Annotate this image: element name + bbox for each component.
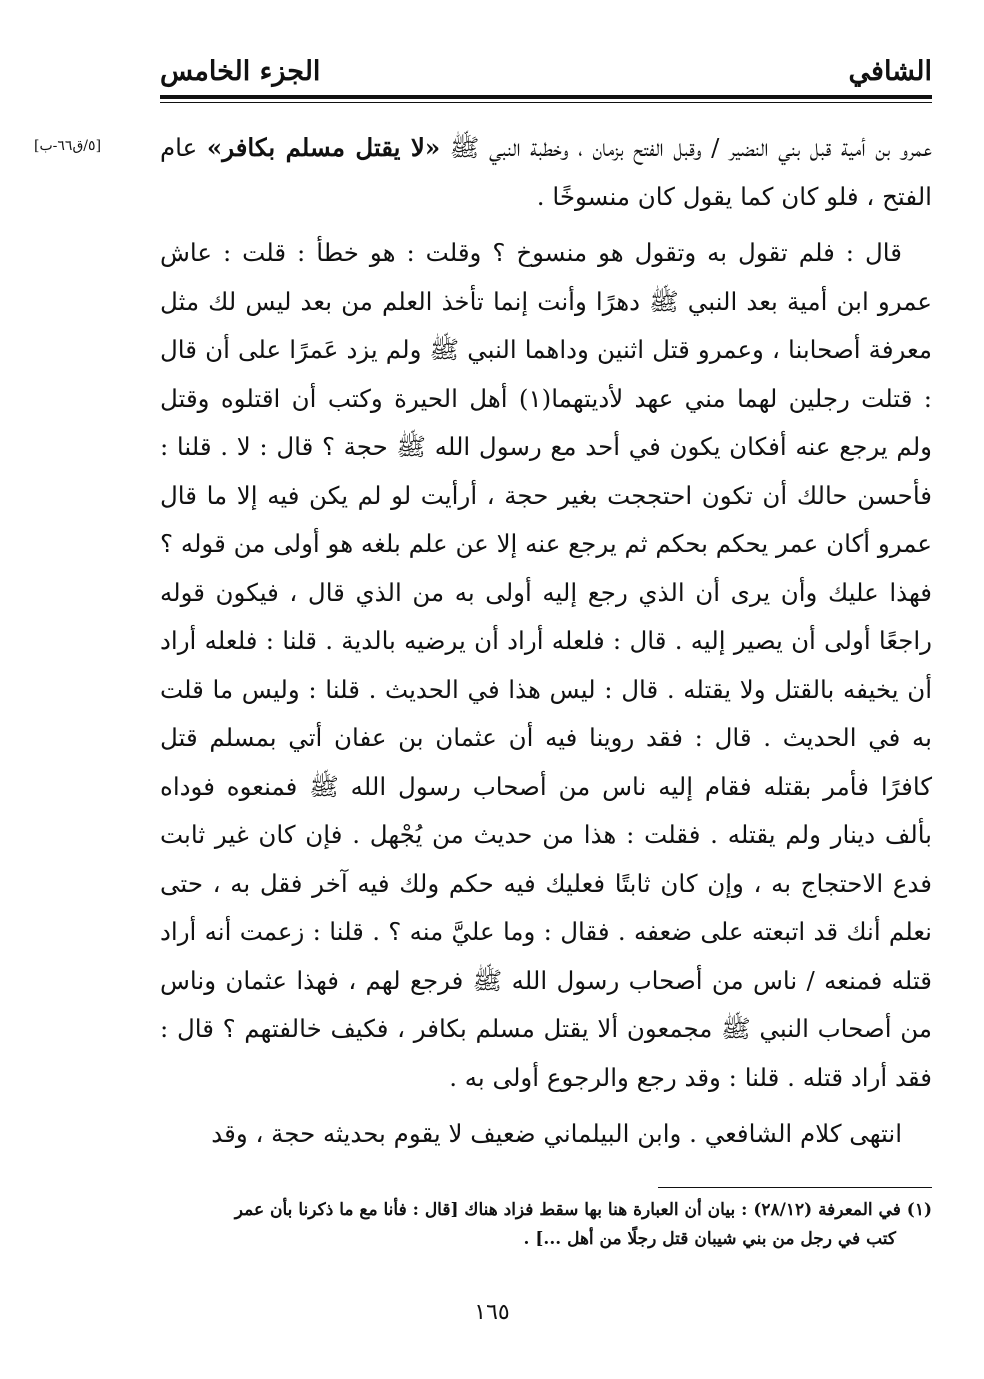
- header-rule-thick: [160, 95, 932, 99]
- book-title: الشافي: [848, 56, 932, 87]
- footnote-line-2: كتب في رجل من بني شيبان قتل رجلًا من أهل ...] .: [523, 1229, 896, 1249]
- paragraph-1: [160, 124, 932, 221]
- manuscript-folio-note: [٥/ق٦٦-ب]: [34, 138, 102, 154]
- paragraph-1-part-a: عمرو بن أمية قبل بني النضير / وقبل الفتح بزمان ، وخطبة النبي ﷺ: [440, 133, 932, 162]
- paragraph-3: انتهى كلام الشافعي . وابن البيلماني ضعيف لا يقوم بحديثه حجة ، وقد: [211, 1119, 902, 1148]
- running-header: [160, 52, 932, 88]
- part-title: الجزء الخامس: [160, 56, 321, 87]
- header-rule-thin: [160, 102, 932, 103]
- footnote-line-1: (١) في المعرفة (٢٨/١٢) : بيان أن العبارة هنا بها سقط فزاد هناك [قال : فأنا مع ما ذكرنا بأن عمر: [234, 1200, 932, 1220]
- hadith-quote: «لا يقتل مسلم بكافر»: [206, 133, 441, 162]
- main-text: [160, 124, 932, 1159]
- page-number: ١٦٥: [474, 1300, 510, 1325]
- paragraph-1-part-b: عام الفتح ، فلو كان كما يقول كان منسوخًا .: [160, 133, 932, 211]
- paragraph-2: قال : فلم تقول به وتقول هو منسوخ ؟ وقلت : هو خطأ : قلت : عاش عمرو ابن أمية بعد النبي ﷺ دهرًا وأنت إنما تأخذ العلم من بعد ليس لك مثل معرفة أصحابنا ، وعمرو قتل اثنين وداهما النبي ﷺ ولم يزد عَمرًا على أن قال : قتلت رجلين لهما مني عهد لأديتهما(١) أهل الحيرة وكتب أن اقتلوه وقتل ولم يرجع عنه أفكان يكون في أحد مع رسول الله ﷺ حجة ؟ قال : لا . قلنا : فأحسن حالك أن تكون احتججت بغير حجة ، أرأيت لو لم يكن فيه إلا ما قال عمرو أكان عمر يحكم بحكم ثم يرجع عنه إلا عن علم بلغه هو أولى من قوله ؟ فهذا عليك وأن يرى أن الذي رجع إليه أولى به من الذي قال ، فيكون قوله راجعًا أولى أن يصير إليه . قال : فلعله أراد أن يرضيه بالدية . قلنا : فلعله أراد أن يخيفه بالقتل ولا يقتله . قال : ليس هذا في الحديث . قلنا : وليس ما قلت به في الحديث . قال : فقد روينا فيه أن عثمان بن عفان أتي بمسلم قتل كافرًا فأمر بقتله فقام إليه ناس من أصحاب رسول الله ﷺ فمنعوه فوداه بألف دينار ولم يقتله . فقلت : هذا من حديث من يُجْهل . فإن كان غير ثابت فدع الاحتجاج به ، وإن كان ثابتًا فعليك فيه حكم ولك فيه آخر فقل به ، حتى نعلم أنك قد اتبعته على ضعفه . فقال : وما عليَّ منه ؟ . قلنا : زعمت أنه أراد قتله فمنعه / ناس من أصحاب رسول الله ﷺ فرجع لهم ، فهذا عثمان وناس من أصحاب النبي ﷺ مجمعون ألا يقتل مسلم بكافر ، فكيف خالفتهم ؟ قال : فقد أراد قتله . قلنا : وقد رجع والرجوع أولى به .: [160, 238, 933, 1092]
- footnote: [160, 1196, 932, 1254]
- footnote-separator: [658, 1187, 932, 1188]
